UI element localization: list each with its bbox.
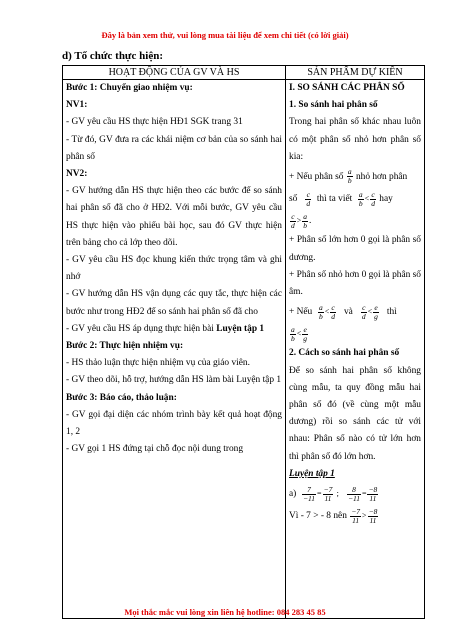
table-header-row [63,66,425,80]
paragraph: số $\frac{c}{d}$ thì ta viết $\frac{a}{b}$ < $\frac{c}{d}$ hay [289,189,393,208]
fraction: $\frac{a}{b}$ [347,167,352,186]
fraction: $\frac{8}{-11}$ [347,484,360,503]
step-1-heading: Bước 1: Chuyển giao nhiệm vụ: [66,83,193,93]
task-1-label: NV1: [66,100,88,111]
preview-banner: Đây là bản xem thử, vui lòng mua tài liệu để xem chi tiết (có lời giải) [101,30,349,40]
subsection-1-heading: 1. So sánh hai phân số [289,100,378,111]
step-2-heading: Bước 2: Thực hiện nhiệm vụ: [66,341,184,352]
paragraph: - GV hướng dẫn HS vận dụng các quy tắc, thực hiện các bước như trong HĐ2 để so sánh hai phân số đã cho [66,289,282,317]
paragraph: - GV gọi đại diện các nhóm trình bày kết quả hoạt động 1, 2 [66,409,282,438]
fraction: $\frac{-7}{11}$ [351,506,361,525]
paragraph: - GV theo dõi, hỗ trợ, hướng dẫn HS làm bài Luyện tập 1 [66,375,282,386]
paragraph: - Từ đó, GV đưa ra các khái niệm cơ bản của so sánh hai phân số [66,134,282,162]
fraction: $\frac{c}{d}$ [331,302,335,321]
text-run: nhỏ hơn phân [355,172,408,183]
paragraph: - GV gọi 1 HS đứng tại chỗ đọc nội dung trong [66,444,244,455]
fraction: $\frac{a}{b}$ [318,302,323,321]
text-run: thì [386,307,397,318]
hotline-footer: Mọi thắc mắc vui lòng xin liên hệ hotline: 084 283 45 85 [124,607,326,617]
activities-cell [63,80,286,619]
paragraph: a) $\frac{7}{-11}$ = $\frac{-7}{11}$ ; $\frac{8}{-11}$ = $\frac{-8}{11}$ [289,484,378,503]
task-2-label: NV2: [66,169,88,180]
text-run: a) [289,489,297,500]
text-run: và [343,307,353,318]
step-3-heading: Bước 3: Báo cáo, thảo luận: [66,392,177,403]
fraction: $\frac{-8}{11}$ [368,506,378,525]
text-run-bold: Luyện tập 1 [216,323,265,334]
practice-1-heading: Luyện tập 1 [289,468,335,479]
fraction: $\frac{e}{g}$ [374,302,378,321]
column-header-activities: HOẠT ĐỘNG CỦA GV VÀ HS [63,66,286,80]
paragraph: - HS thảo luận thực hiện nhiệm vụ của giáo viên. [66,358,250,369]
text-run: hay [379,194,393,205]
fraction: $\frac{-8}{11}$ [368,484,378,503]
activity-table [62,65,425,619]
products-cell [286,80,425,619]
fraction: $\frac{c}{d}$ [306,189,311,208]
paragraph: + Phân số nhỏ hơn 0 gọi là phân số âm. [289,269,421,297]
paragraph: - GV yêu cầu HS đọc khung kiến thức trọng tâm và ghi nhớ [66,255,282,283]
fraction: $\frac{a}{b}$ [291,324,295,343]
fraction: $\frac{c}{d}$ [291,211,295,230]
column-header-products: SẢN PHẨM DỰ KIẾN [286,66,425,80]
fraction: $\frac{e}{g}$ [303,324,308,343]
paragraph: Trong hai phân số khác nhau luôn có một phân số nhỏ hơn phân số kia: [289,117,421,162]
fraction: $\frac{7}{-11}$ [302,484,315,503]
fraction: $\frac{a}{b}$ [303,211,308,230]
paragraph: - GV hướng dẫn HS thực hiện theo các bước để so sánh hai phân số đã cho ở HĐ2. Với mỗi bước, GV yêu cầu HS thực hiện vào phiếu bài học, sau đó GV thực hiện trên bảng cho cả lớp theo dõi. [66,186,282,248]
text-run: Vì - 7 > - 8 nên [289,511,347,522]
fraction: $\frac{-7}{11}$ [323,484,333,503]
text-run: - GV yêu cầu HS áp dụng thực hiện bài [66,323,217,334]
subsection-2-heading: 2. Cách so sánh hai phân số [289,348,400,359]
text-run: số [289,194,298,205]
paragraph: Để so sánh hai phân số không cùng mẫu, ta quy đồng mẫu hai phân số đó (về cùng một mẫu dương) rồi so sánh các tử với nhau: Phân số nào có tử lớn hơn thì phân số đó lớn hơn. [289,365,421,462]
paragraph: + Phân số lớn hơn 0 gọi là phân số dương. [289,235,421,263]
text-run: + Nếu phân số [289,172,344,183]
paragraph: $\frac{a}{b}$ < $\frac{e}{g}$ [291,324,308,343]
paragraph: - GV yêu cầu HS thực hiện HĐ1 SGK trang 31 [66,117,243,128]
paragraph: $\frac{c}{d}$ > $\frac{a}{b}$ . [291,211,312,230]
text-run: + Nếu [289,307,313,318]
fraction: $\frac{c}{d}$ [361,302,366,321]
section-i-heading: I. SO SÁNH CÁC PHÂN SỐ [289,83,405,93]
section-heading: d) Tổ chức thực hiện: [62,50,164,62]
table-row [63,80,425,619]
fraction: $\frac{a}{b}$ [358,189,363,208]
paragraph: Vì - 7 > - 8 nên $\frac{-7}{11}$ > $\frac{-8}{11}$ [289,506,378,525]
paragraph: + Nếu $\frac{a}{b}$ < $\frac{c}{d}$ và $\frac{c}{d}$ < $\frac{e}{g}$ thì [289,302,397,321]
text-run: thì ta viết [316,194,353,205]
paragraph [66,321,282,338]
fraction: $\frac{c}{d}$ [371,189,375,208]
paragraph [289,166,421,188]
